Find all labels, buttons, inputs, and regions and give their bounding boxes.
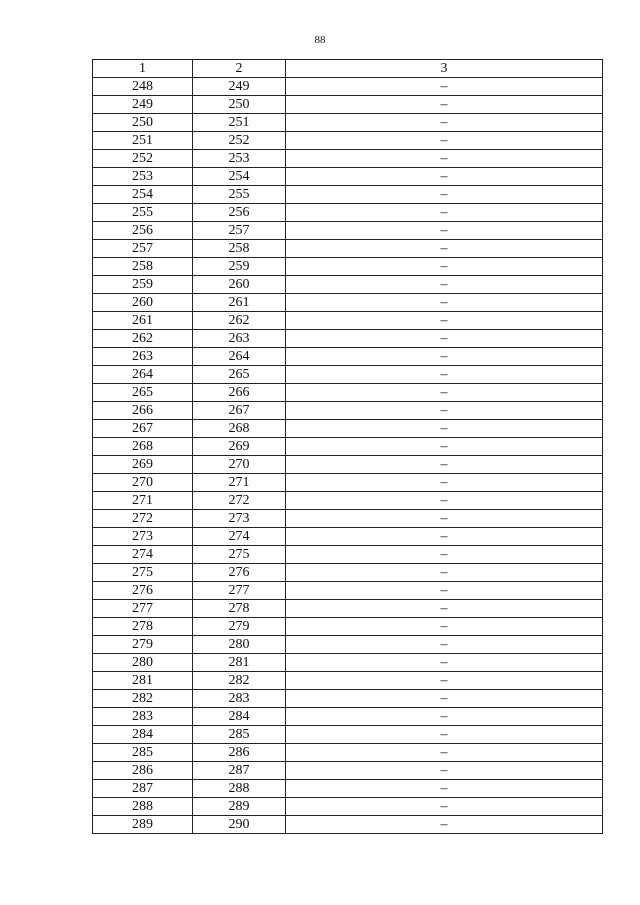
table-row (93, 600, 603, 618)
table-cell-col1: 250 (93, 114, 193, 132)
table-cell-col1: 277 (93, 600, 193, 618)
table-cell-col2: 277 (193, 582, 286, 600)
table-row (93, 348, 603, 366)
table-cell-col3: – (286, 690, 603, 708)
table-row (93, 708, 603, 726)
table-cell-col1: 285 (93, 744, 193, 762)
table-cell-col1: 283 (93, 708, 193, 726)
table-cell-col2: 280 (193, 636, 286, 654)
table-cell-col3: – (286, 744, 603, 762)
table-cell-col3: – (286, 726, 603, 744)
table-cell-col1: 251 (93, 132, 193, 150)
table-row (93, 114, 603, 132)
table-cell-col3: – (286, 654, 603, 672)
table-cell-col3: – (286, 78, 603, 96)
table-row (93, 744, 603, 762)
table-cell-col2: 275 (193, 546, 286, 564)
table-row (93, 402, 603, 420)
table-row (93, 780, 603, 798)
table-row (93, 204, 603, 222)
table-cell-col2: 254 (193, 168, 286, 186)
table-row (93, 618, 603, 636)
table-row (93, 474, 603, 492)
table-cell-col1: 266 (93, 402, 193, 420)
table-cell-col1: 258 (93, 258, 193, 276)
table-row (93, 438, 603, 456)
table-cell-col1: 269 (93, 456, 193, 474)
table-cell-col1: 268 (93, 438, 193, 456)
table-cell-col3: – (286, 816, 603, 834)
table-cell-col1: 256 (93, 222, 193, 240)
table-cell-col3: – (286, 420, 603, 438)
table-cell-col1: 286 (93, 762, 193, 780)
table-cell-col2: 285 (193, 726, 286, 744)
table-cell-col1: 280 (93, 654, 193, 672)
table-row (93, 384, 603, 402)
table-cell-col1: 276 (93, 582, 193, 600)
table-cell-col2: 271 (193, 474, 286, 492)
data-table (92, 59, 603, 834)
table-cell-col1: 270 (93, 474, 193, 492)
table-cell-col1: 274 (93, 546, 193, 564)
table-cell-col3: – (286, 582, 603, 600)
table-cell-col2: 262 (193, 312, 286, 330)
table-row (93, 222, 603, 240)
table-row (93, 168, 603, 186)
table-row (93, 546, 603, 564)
table-cell-col3: – (286, 798, 603, 816)
column-header-2: 2 (193, 60, 286, 78)
table-row (93, 132, 603, 150)
table-cell-col1: 257 (93, 240, 193, 258)
table-cell-col1: 275 (93, 564, 193, 582)
table-cell-col1: 249 (93, 96, 193, 114)
table-cell-col3: – (286, 618, 603, 636)
table-row (93, 510, 603, 528)
table-cell-col3: – (286, 384, 603, 402)
table-row (93, 492, 603, 510)
table-cell-col2: 269 (193, 438, 286, 456)
table-cell-col1: 252 (93, 150, 193, 168)
table-cell-col2: 282 (193, 672, 286, 690)
table-row (93, 312, 603, 330)
table-cell-col1: 263 (93, 348, 193, 366)
table-cell-col1: 279 (93, 636, 193, 654)
table-row (93, 78, 603, 96)
table-cell-col2: 264 (193, 348, 286, 366)
table-cell-col2: 283 (193, 690, 286, 708)
table-row (93, 294, 603, 312)
table-cell-col2: 272 (193, 492, 286, 510)
table-cell-col3: – (286, 240, 603, 258)
table-cell-col2: 270 (193, 456, 286, 474)
table-cell-col1: 271 (93, 492, 193, 510)
table-body (93, 78, 603, 834)
table-cell-col3: – (286, 96, 603, 114)
table-cell-col3: – (286, 294, 603, 312)
table-cell-col3: – (286, 780, 603, 798)
table-cell-col1: 260 (93, 294, 193, 312)
table-cell-col2: 288 (193, 780, 286, 798)
table-cell-col2: 286 (193, 744, 286, 762)
table-cell-col1: 259 (93, 276, 193, 294)
table-cell-col2: 287 (193, 762, 286, 780)
table-cell-col3: – (286, 438, 603, 456)
table-cell-col3: – (286, 168, 603, 186)
table-cell-col1: 289 (93, 816, 193, 834)
table-cell-col3: – (286, 600, 603, 618)
table-cell-col2: 289 (193, 798, 286, 816)
table-row (93, 726, 603, 744)
table-cell-col1: 282 (93, 690, 193, 708)
table-cell-col2: 249 (193, 78, 286, 96)
table-cell-col3: – (286, 366, 603, 384)
table-row (93, 150, 603, 168)
table-cell-col1: 262 (93, 330, 193, 348)
table-header-row (93, 60, 603, 78)
table-cell-col3: – (286, 492, 603, 510)
table-cell-col3: – (286, 528, 603, 546)
table-cell-col3: – (286, 402, 603, 420)
page-number: 88 (314, 34, 326, 46)
table-row (93, 420, 603, 438)
table-cell-col2: 290 (193, 816, 286, 834)
table-cell-col3: – (286, 312, 603, 330)
table-cell-col2: 263 (193, 330, 286, 348)
table-cell-col1: 253 (93, 168, 193, 186)
table-cell-col2: 273 (193, 510, 286, 528)
table-cell-col1: 288 (93, 798, 193, 816)
table-cell-col3: – (286, 330, 603, 348)
table-cell-col3: – (286, 762, 603, 780)
table-row (93, 258, 603, 276)
table-row (93, 798, 603, 816)
table-cell-col1: 272 (93, 510, 193, 528)
table-cell-col2: 279 (193, 618, 286, 636)
table-cell-col3: – (286, 672, 603, 690)
table-cell-col2: 268 (193, 420, 286, 438)
table-row (93, 816, 603, 834)
table-row (93, 366, 603, 384)
table-cell-col2: 256 (193, 204, 286, 222)
table-row (93, 528, 603, 546)
table-cell-col3: – (286, 132, 603, 150)
table-cell-col3: – (286, 636, 603, 654)
table-row (93, 96, 603, 114)
table-row (93, 636, 603, 654)
table-row (93, 690, 603, 708)
table-cell-col1: 248 (93, 78, 193, 96)
table-row (93, 672, 603, 690)
table-cell-col2: 251 (193, 114, 286, 132)
table-cell-col2: 278 (193, 600, 286, 618)
table-cell-col1: 264 (93, 366, 193, 384)
table-cell-col3: – (286, 258, 603, 276)
table-row (93, 456, 603, 474)
data-table-container (92, 59, 603, 834)
table-row (93, 240, 603, 258)
table-row (93, 762, 603, 780)
table-cell-col2: 261 (193, 294, 286, 312)
table-cell-col2: 258 (193, 240, 286, 258)
table-cell-col3: – (286, 222, 603, 240)
table-cell-col3: – (286, 114, 603, 132)
table-row (93, 276, 603, 294)
table-cell-col2: 252 (193, 132, 286, 150)
column-header-3: 3 (286, 60, 603, 78)
table-cell-col2: 274 (193, 528, 286, 546)
table-cell-col3: – (286, 564, 603, 582)
table-cell-col1: 284 (93, 726, 193, 744)
table-cell-col1: 255 (93, 204, 193, 222)
table-cell-col3: – (286, 546, 603, 564)
table-cell-col2: 267 (193, 402, 286, 420)
column-header-1: 1 (93, 60, 193, 78)
table-cell-col2: 284 (193, 708, 286, 726)
table-cell-col2: 259 (193, 258, 286, 276)
table-cell-col1: 267 (93, 420, 193, 438)
table-cell-col2: 250 (193, 96, 286, 114)
table-cell-col2: 255 (193, 186, 286, 204)
table-cell-col1: 278 (93, 618, 193, 636)
table-row (93, 654, 603, 672)
table-row (93, 582, 603, 600)
table-cell-col3: – (286, 708, 603, 726)
table-cell-col2: 276 (193, 564, 286, 582)
table-row (93, 186, 603, 204)
table-cell-col1: 273 (93, 528, 193, 546)
table-cell-col3: – (286, 510, 603, 528)
table-cell-col3: – (286, 150, 603, 168)
table-cell-col3: – (286, 204, 603, 222)
table-cell-col1: 265 (93, 384, 193, 402)
table-cell-col3: – (286, 474, 603, 492)
table-cell-col1: 261 (93, 312, 193, 330)
table-cell-col2: 257 (193, 222, 286, 240)
table-row (93, 330, 603, 348)
table-cell-col2: 260 (193, 276, 286, 294)
table-cell-col1: 281 (93, 672, 193, 690)
table-cell-col3: – (286, 186, 603, 204)
table-cell-col3: – (286, 456, 603, 474)
table-cell-col3: – (286, 276, 603, 294)
table-cell-col3: – (286, 348, 603, 366)
table-cell-col1: 254 (93, 186, 193, 204)
table-cell-col2: 266 (193, 384, 286, 402)
table-cell-col1: 287 (93, 780, 193, 798)
table-cell-col2: 253 (193, 150, 286, 168)
table-cell-col2: 265 (193, 366, 286, 384)
table-cell-col2: 281 (193, 654, 286, 672)
table-row (93, 564, 603, 582)
